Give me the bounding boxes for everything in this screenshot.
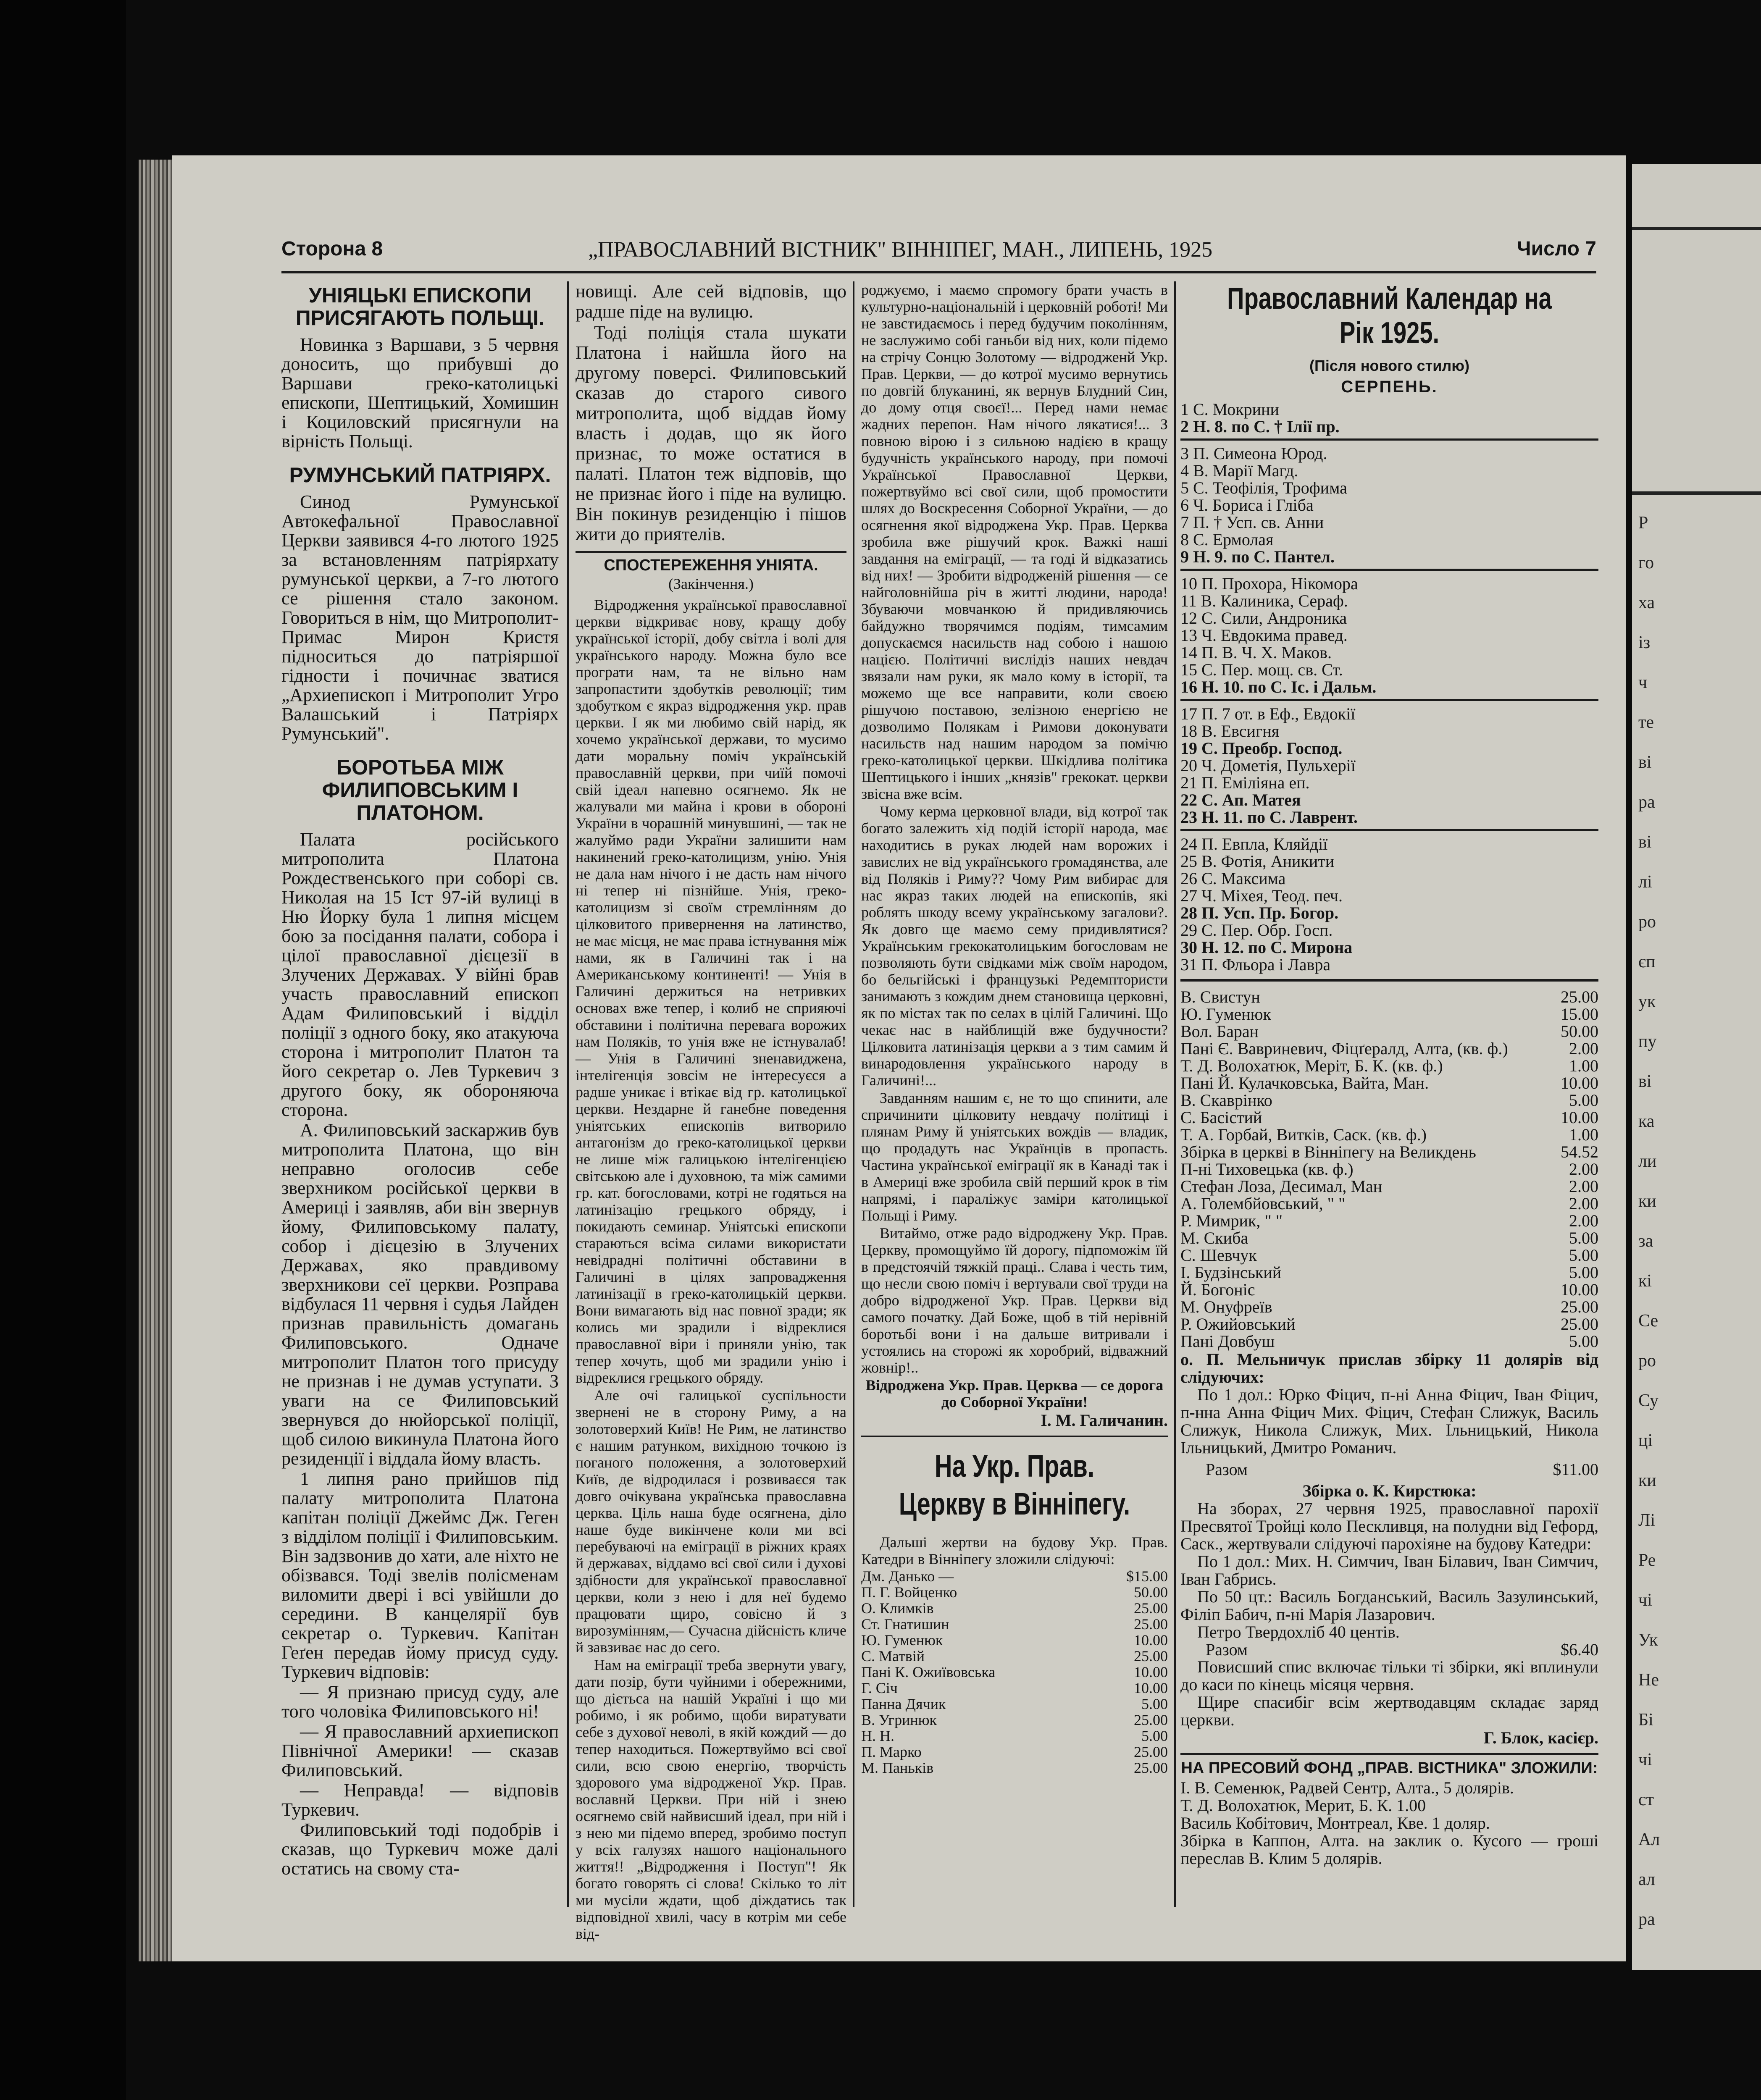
donor-name: Ст. Гнатишин: [861, 1616, 949, 1633]
article-paragraph: Витаймо, отже радо відроджену Укр. Прав. Церкву, промощуймо їй дорогу, підпоможім їй в предстоячій тяжкій праці.. Слава і честь тим, що несли свою поміч і вертували свої труди на добро відродженої Укр. Прав. Церкви від самого початку. Дай Боже, щоб в тій нерівній боротьбі вони і на дальше витривали і устоялись на сторожі як хоробрий, відважний жовнір!..: [861, 1225, 1168, 1376]
calendar-week-separator: [1180, 438, 1598, 441]
donor-name: М. Онуфреїв: [1180, 1297, 1272, 1316]
section-rule: [576, 551, 846, 553]
calendar-day: 6 Ч. Бориса і Гліба: [1180, 496, 1314, 514]
donor-list: [861, 1568, 1168, 1776]
total-amount: $11.00: [1553, 1460, 1598, 1479]
adjacent-page-rule: [1632, 227, 1761, 230]
donor-name: Н. Н.: [861, 1727, 894, 1744]
header-rule: [281, 271, 1596, 273]
donation-row: [1180, 1126, 1598, 1143]
issue-number: Число 7: [1517, 238, 1596, 260]
donation-row: [1180, 988, 1598, 1005]
calendar-day: 10 П. Прохора, Нікомора: [1180, 574, 1358, 593]
adjacent-page-fragment: ки: [1638, 1471, 1656, 1490]
adjacent-page-fragment: ві: [1638, 1072, 1652, 1091]
calendar-subtitle: (Після нового стилю): [1309, 357, 1470, 374]
donor-row: [861, 1568, 1168, 1584]
donation-amount: 1.00: [1569, 1056, 1598, 1075]
donor-name: О. Климків: [861, 1600, 934, 1617]
collection-paragraph: Петро Твердохліб 40 центів.: [1197, 1622, 1400, 1641]
collection-paragraph: По 1 дол.: Юрко Фіцич, п-ні Анна Фіцич, Іван Фіцич, п-нна Анна Фіцич Мих. Фіцич, Стефан Слижук, Василь Слижук, Никола Слижук, Мих. Ільницький, Никола Ільницький, Дмитро Романич.: [1180, 1385, 1598, 1457]
column-rule: [1174, 281, 1176, 1907]
adjacent-page-fragment: ро: [1638, 912, 1656, 932]
calendar-day: 4 В. Марії Магд.: [1180, 461, 1298, 480]
collection-total: [1180, 1461, 1598, 1478]
adjacent-page-fragment: те: [1638, 713, 1654, 732]
article-title: РУМУНСЬКИЙ ПАТРІЯРХ.: [289, 463, 551, 487]
calendar-day: 25 В. Фотія, Аникити: [1180, 852, 1335, 871]
calendar-day: 18 В. Евсигня: [1180, 722, 1280, 740]
donation-amount: 10.00: [1561, 1280, 1598, 1299]
calendar-day: 8 С. Ермолая: [1180, 530, 1274, 549]
donation-amount: 25.00: [1134, 1743, 1168, 1760]
donor-name: П. Марко: [861, 1743, 922, 1760]
adjacent-page-fragment: Р: [1638, 513, 1648, 533]
donation-row: [1180, 1023, 1598, 1040]
calendar-day: 27 Ч. Міхея, Теод. печ.: [1180, 886, 1343, 905]
calendar-day: 2 Н. 8. по С. † Ілії пр.: [1180, 417, 1340, 436]
donation-amount: 25.00: [1134, 1648, 1168, 1664]
column-1: [281, 281, 559, 1879]
total-amount: $6.40: [1561, 1640, 1598, 1659]
article-title: УНІЯЦЬКІ ЕПИСКОПИ ПРИСЯГАЮТЬ ПОЛЬЩІ.: [295, 284, 545, 330]
donation-list: [1180, 988, 1598, 1350]
donation-amount: 5.00: [1569, 1091, 1598, 1110]
article-slogan: Відроджена Укр. Прав. Церква — се дорога до Соборної України!: [865, 1377, 1164, 1410]
section-rule: [1180, 1753, 1598, 1755]
donor-name: Ю. Гуменюк: [1180, 1005, 1271, 1024]
donor-name: Пані К. Ожиївовська: [861, 1664, 996, 1680]
calendar-day: 31 П. Фльора і Лавра: [1180, 955, 1331, 974]
collection-paragraph: По 50 цт.: Василь Богданський, Василь Зазулинський, Філіп Бабич, п-ні Марія Лазарович.: [1180, 1587, 1598, 1624]
adjacent-page-fragment: пу: [1638, 1032, 1657, 1051]
adjacent-page-fragment: Ре: [1638, 1551, 1656, 1570]
article-paragraph: Чому керма церковної влади, від котрої так богато залежить хід подій історії народа, має находитись в руках людей нам ворожих і завислих не від українського громадянства, але від Поляків і Риму?? Чому Рим вибирає для нас якраз таких людей на епископів, які роблять шкоду всему українському загалови?. Як довго ще маємо сему придивлятися? Українським грекокатолицьким богословам не позволяють бути свідками між своїм народом, бо бельгійські і французькі Редемптористи занимають з кождим днем становища церковні, як по містах так по селах в цілій Галичині. Що чекає нас в найблищій вже будучности? Цілковита латинізація церкви а з тим самим й винародовлення українського народу в Галичині!...: [861, 803, 1168, 1089]
calendar-day: 26 С. Максима: [1180, 869, 1286, 888]
calendar-day: 15 С. Пер. мощ. св. Ст.: [1180, 660, 1343, 679]
column-4: [1180, 281, 1598, 1867]
donor-row: [861, 1648, 1168, 1664]
article-signature: І. М. Галичанин.: [1041, 1411, 1168, 1430]
article-paragraph: Новинка з Варшави, з 5 червня доносить, що прибувші до Варшави греко-католицькі епископи, Шептицький, Хомишин і Коциловский присягнули на вірність Польщі.: [281, 334, 559, 452]
donation-row: [1180, 1040, 1598, 1057]
calendar-day: 16 Н. 10. по С. Іс. і Дальм.: [1180, 677, 1377, 696]
fund-title: На Укр. Прав. Церкву в Вінніпегу.: [899, 1449, 1130, 1521]
donation-amount: 1.00: [1569, 1125, 1598, 1144]
newspaper-title: „ПРАВОСЛАВНИЙ ВІСТНИК" ВІННІПЕГ, МАН., ЛИПЕНЬ, 1925: [588, 238, 1213, 262]
adjacent-page-fragment: лі: [1638, 872, 1652, 892]
donation-amount: 25.00: [1561, 1315, 1598, 1334]
donation-amount: 25.00: [1134, 1600, 1168, 1617]
calendar-day: 30 Н. 12. по С. Мирона: [1180, 938, 1353, 957]
press-fund-list: [1180, 1779, 1598, 1867]
column-2: [576, 281, 846, 1943]
adjacent-page-fragment: ві: [1638, 753, 1652, 772]
article-title: БОРОТЬБА МІЖ ФИЛИПОВСЬКИМ І ПЛАТОНОМ.: [322, 756, 518, 824]
adjacent-page-rule: [1632, 491, 1761, 495]
donation-amount: 5.00: [1569, 1228, 1598, 1247]
adjacent-page-fragment: ка: [1638, 1112, 1655, 1131]
donor-name: Т. Д. Волохатюк, Меріт, Б. К. (кв. ф.): [1180, 1056, 1443, 1075]
donor-name: Ю. Гуменюк: [861, 1632, 943, 1648]
donor-name: С. Матвій: [861, 1648, 925, 1664]
donor-row: [861, 1680, 1168, 1696]
adjacent-page-fragment: ал: [1638, 1870, 1655, 1889]
adjacent-page-fragment: чі: [1638, 1750, 1652, 1769]
column-3: [861, 281, 1168, 1776]
article-paragraph: Але очі галицької суспільности звернені не в сторону Риму, а на золотоверхий Київ! Не Рим, не латинство є нашим ратунком, вихідною точкою із поганого положення, а золотоверхий Київ, де відродилася і розвиваєся так довго очікувана українська православна церква. Ціль наша буде осягнена, діло наше буде викінчене коли ми всі перебуваючі на еміграції в ріжних краях й державах, віддамо всі свої сили і духові здібности для української православної церкви, коли з нею і для неї будемо працювати щиро, совісно й з вирозумінням,— Сучасна дійсність кличе й завзиває нас до сего.: [576, 1387, 846, 1656]
collection-paragraph: На зборах, 27 червня 1925, православної парохії Пресвятої Тройці коло Пескливця, на полудни від Гефорд, Саск., жертвували слідуючі парохіяне на будову Катедри:: [1180, 1499, 1598, 1553]
collection-paragraph: Щире спасибіг всім жертводавцям складає заряд церкви.: [1180, 1693, 1598, 1729]
donor-name: Т. А. Горбай, Витків, Саск. (кв. ф.): [1180, 1125, 1427, 1144]
donation-amount: 10.00: [1134, 1664, 1168, 1680]
donation-amount: 50.00: [1134, 1584, 1168, 1601]
donation-amount: 5.00: [1569, 1263, 1598, 1282]
calendar-day: 12 С. Сили, Андроника: [1180, 609, 1347, 627]
calendar-week-separator: [1180, 699, 1598, 701]
article-subtitle: (Закінчення.): [668, 575, 754, 592]
calendar-day: 1 С. Мокрини: [1180, 400, 1279, 419]
newspaper-page: [172, 155, 1626, 1961]
article-paragraph: 1 липня рано прийшов під палату митрополита Платона капітан поліції Джеймс Дж. Геген з відділом поліції і Филиповським. Він задзвонив до хати, але ніхто не обізвався. Тоді звелів полісменам виломити двері і всі увійшли до середини. В канцелярії був секретар о. Туркевич. Капітан Геґен передав йому присуд суду. Туркевич відповів:: [281, 1468, 559, 1682]
adjacent-page-fragment: ха: [1638, 593, 1655, 612]
adjacent-page-fragment: ра: [1638, 793, 1655, 812]
donation-amount: 10.00: [1134, 1680, 1168, 1696]
donor-name: Вол. Баран: [1180, 1022, 1259, 1041]
donation-amount: 2.00: [1569, 1039, 1598, 1058]
calendar-week-separator: [1180, 569, 1598, 571]
section-rule: [1180, 979, 1598, 982]
calendar-day: 17 П. 7 от. в Еф., Евдокії: [1180, 704, 1356, 723]
donor-name: А. Голембйовський, " ": [1180, 1194, 1346, 1213]
adjacent-page-fragment: Се: [1638, 1311, 1658, 1331]
calendar-day: 5 С. Теофілія, Трофима: [1180, 478, 1347, 497]
article-paragraph: Відродження української православної церкви відкриває нову, кращу добу української історії, добу світла і волі для українського народу. Можна було все програти нам, та не вільно нам запропастити здобутків революції; тим здобутком є якраз відродження укр. прав церкви. І як ми любимо свій нарід, як хочемо української держави, то мусимо дати моральну поміч українській православній церкви, при чиїй помочі свій ідеал напевно осягнемо. Як не жалували ми майна і крови в обороні України в чорашній минувшині, — так не жалуймо ради України залишити нам накинений греко-католицизм, унію. Унія не дала нам нічого і не дасть нам нічого ні тепер ні пізнійше. Унія, греко-католицизм зі своїм стремлінням до цілковитого привернення на латинство, не має місця, не має права істнування між нами, як в Галичині так і на Американському континенті! — Унія в Галичині держиться на нетривких основах вже тепер, і колиб не сприяючі обставини і політична перевага ворожих нам Поляків, то унія вже не істнувалаб! — Унія в Галичині зненавиджена, інтелігенція зовсім не інтересуєся а радше уникає і втікає від гр. католицької церкви. Нездарне й ганебне поведення уніятських епископів витворило антагонізм до греко-католицької церкви не лише між галицькою інтелігенцією світською але і духовною, та між самими гр. кат. богословами, котрі не годяться на латинізацію грецького обряду, і покидають семинар. Уніятські епископи стараються всіма силами використати невідрадні політичні обставини в Галичині в цілях запровадження латинізації в греко-католицькій церкви. Вони вимагають від нас повної зради; як колись ми зрадили і відреклися православної віри і приняли унію, так тепер хочуть, щоб ми зрадили унію і відреклися грецького обряду.: [576, 596, 846, 1386]
calendar-day: 24 П. Евпла, Кляйдії: [1180, 835, 1328, 853]
article-paragraph: Синод Румунської Автокефальної Православної Церкви заявився 4-го лютого 1925 за встановленням патріярхату румунської церкви, а 7-го лютого се рішення стало законом. Говориться в нім, що Митрополит-Примас Мирон Кристя підноситься до патріяршої гідности і почичнає зватися „Архиепископ і Митрополит Угро Валашський і Патріярх Румунський".: [281, 491, 559, 744]
adjacent-page-fragment: Не: [1638, 1670, 1659, 1690]
donation-amount: 25.00: [1561, 987, 1598, 1006]
donation-row: [1180, 1229, 1598, 1247]
calendar-day: 21 П. Еміліяна еп.: [1180, 773, 1310, 792]
donor-row: [861, 1760, 1168, 1776]
donor-row: [861, 1696, 1168, 1712]
donation-row: [1180, 1298, 1598, 1315]
donor-name: Пані Є. Вавриневич, Фіцґералд, Алта, (кв. ф.): [1180, 1039, 1508, 1058]
donation-amount: 5.00: [1141, 1727, 1168, 1744]
adjacent-page-fragment: ві: [1638, 832, 1652, 852]
donor-name: С. Шевчук: [1180, 1246, 1257, 1265]
donation-row: [1180, 1264, 1598, 1281]
donation-amount: 2.00: [1569, 1211, 1598, 1230]
calendar-day: 22 С. Ап. Матея: [1180, 790, 1301, 809]
donor-row: [861, 1584, 1168, 1600]
press-fund-title: НА ПРЕСОВИЙ ФОНД „ПРАВ. ВІСТНИКА" ЗЛОЖИЛИ:: [1181, 1759, 1598, 1777]
adjacent-page-fragment: ли: [1638, 1152, 1657, 1171]
calendar-day: 23 Н. 11. по С. Лаврент.: [1180, 808, 1358, 827]
collection-text: [1180, 1658, 1598, 1729]
section-rule: [861, 1436, 1168, 1437]
donor-row: [861, 1600, 1168, 1616]
press-fund-entry: Т. Д. Волохатюк, Мерит, Б. К. 1.00: [1180, 1796, 1426, 1815]
donor-name: П. Г. Войценко: [861, 1584, 957, 1601]
donation-amount: 25.00: [1134, 1759, 1168, 1776]
donation-row: [1180, 1212, 1598, 1229]
calendar-day: 3 П. Симеона Юрод.: [1180, 444, 1327, 463]
calendar-week-separator: [1180, 829, 1598, 831]
donation-amount: 50.00: [1561, 1022, 1598, 1041]
collection-paragraph: По 1 дол.: Мих. Н. Симчич, Іван Білавич, Іван Симчич, Іван Габрись.: [1180, 1552, 1598, 1588]
donor-name: П-ні Тиховецька (кв. ф.): [1180, 1160, 1354, 1179]
adjacent-page-fragment: ці: [1638, 1431, 1653, 1450]
donor-name: В. Скаврінко: [1180, 1091, 1272, 1110]
calendar-day: 29 С. Пер. Обр. Госп.: [1180, 921, 1333, 940]
donation-amount: 5.00: [1569, 1332, 1598, 1351]
collection-heading: о. П. Мельничук прислав збірку 11 долярів від слідуючих:: [1180, 1350, 1598, 1386]
donor-name: В. Свистун: [1180, 987, 1260, 1006]
donation-row: [1180, 1281, 1598, 1298]
press-fund-entry: І. В. Семенюк, Радвей Сентр, Алта., 5 долярів.: [1180, 1778, 1514, 1797]
adjacent-page-fragment: Ук: [1638, 1630, 1658, 1650]
donation-amount: 2.00: [1569, 1160, 1598, 1179]
donor-name: Р. Ожийовський: [1180, 1315, 1296, 1334]
donation-amount: 5.00: [1569, 1246, 1598, 1265]
donor-name: Пані Й. Кулачковська, Вайта, Ман.: [1180, 1074, 1429, 1092]
adjacent-page-fragment: кі: [1638, 1271, 1652, 1291]
column-rule: [567, 281, 569, 1907]
donation-amount: $15.00: [1126, 1568, 1168, 1585]
donor-name: Р. Мимрик, " ": [1180, 1211, 1283, 1230]
calendar-day: 9 Н. 9. по С. Пантел.: [1180, 547, 1335, 566]
article-paragraph: Филиповський тоді подобрів і сказав, що Туркевич може далі остатись на свому ста-: [281, 1819, 559, 1879]
donor-name: Г. Січ: [861, 1680, 898, 1696]
donor-name: Стефан Лоза, Десимал, Ман: [1180, 1177, 1383, 1196]
press-fund-entry: Збірка в Каппон, Алта. на заклик о. Кусого — гроші переслав В. Клим 5 долярів.: [1180, 1831, 1598, 1868]
adjacent-page-fragment: із: [1638, 633, 1651, 652]
collection-text: [1180, 1386, 1598, 1457]
donation-amount: 25.00: [1134, 1616, 1168, 1633]
donor-name: М. Скиба: [1180, 1228, 1248, 1247]
collection-total: [1180, 1641, 1598, 1658]
adjacent-page-fragment: єп: [1638, 952, 1656, 971]
article-title: СПОСТЕРЕЖЕННЯ УНІЯТА.: [604, 556, 818, 574]
adjacent-page-fragment: ро: [1638, 1351, 1656, 1370]
adjacent-page-fragment: Су: [1638, 1391, 1658, 1410]
donation-row: [1180, 1315, 1598, 1333]
column-rule: [853, 281, 854, 1907]
donation-amount: 10.00: [1134, 1632, 1168, 1648]
collection-text: [1180, 1500, 1598, 1641]
adjacent-page-fragment: Бі: [1638, 1710, 1653, 1730]
article-paragraph: Тоді поліція стала шукати Платона і найшла його на другому поверсі. Филиповський сказав до старого сивого митрополита, щоб віддав йому власть і додав, що як його признає, то може остатися в палаті. Платон теж відповів, що не признає його і піде на вулицю. Він покинув резиденцію і пішов жити до приятелів.: [576, 322, 846, 544]
donation-amount: 5.00: [1141, 1696, 1168, 1712]
adjacent-page-fragment: ук: [1638, 992, 1656, 1011]
article-paragraph: Завданням нашим є, не то що спинити, але спричинити цілковиту невдачу політиці і плянам Риму й уніятських вождів — владик, що продадуть нас Українців в пропасть. Частина української еміграції як в Канаді так і в Америці вже зробила свій перший крок в тім напрямі, і параліжує заміри католицької Польщі і Риму.: [861, 1089, 1168, 1224]
donor-row: [861, 1632, 1168, 1648]
adjacent-page-fragment: чі: [1638, 1591, 1652, 1610]
calendar-day: 13 Ч. Евдокима правед.: [1180, 626, 1348, 645]
donation-row: [1180, 1092, 1598, 1109]
donor-row: [861, 1712, 1168, 1728]
calendar-list: [1180, 401, 1598, 973]
calendar-day: 19 С. Преобр. Госпoд.: [1180, 739, 1343, 758]
donor-name: М. Паньків: [861, 1759, 934, 1776]
article-paragraph: Палата російського митрополита Платона Рождественського при соборі св. Николая на 15 Іст 97-ій вулиці в Ню Йорку була 1 липня місцем бою за посідання палати, собора і цілої православної дієцезії в Злучених Державах. У війні брав участь православний епископ Адам Филиповський і відділ поліції з одного боку, яко атакуюча сторона і митрополит Платон та його секретар о. Лев Туркевич з другого боку, як обороняюча сторона.: [281, 829, 559, 1120]
page-header: [281, 237, 1596, 267]
collection-paragraph: Повисший спис включає тільки ті збірки, які вплинули до каси по кінець місяця червня.: [1180, 1657, 1598, 1694]
article-paragraph: — Я православний архиепископ Північної Америки! — сказав Филиповський.: [281, 1721, 559, 1780]
donation-row: [1180, 1160, 1598, 1178]
donor-row: [861, 1744, 1168, 1760]
donation-row: [1180, 1143, 1598, 1160]
adjacent-page-fragment: ч: [1638, 673, 1648, 692]
donor-name: В. Угринюк: [861, 1712, 937, 1728]
adjacent-page-fragment: го: [1638, 553, 1654, 572]
donation-row: [1180, 1074, 1598, 1092]
donor-name: Дм. Данько —: [861, 1568, 954, 1585]
donation-row: [1180, 1247, 1598, 1264]
donor-row: [861, 1664, 1168, 1680]
press-fund-entry: Василь Кобітович, Монтреал, Кве. 1 доляр.: [1180, 1814, 1490, 1832]
collection-signature: Г. Блок, касієр.: [1483, 1728, 1598, 1747]
collection-heading: Збірка о. К. Кирстюка:: [1302, 1481, 1477, 1500]
book-spine-shadow: [0, 0, 126, 2100]
donor-name: Збірка в церкві в Вінніпегу на Великдень: [1180, 1142, 1476, 1161]
donor-name: С. Басістий: [1180, 1108, 1262, 1127]
donor-row: [861, 1616, 1168, 1632]
adjacent-page-fragment: ки: [1638, 1192, 1656, 1211]
donation-row: [1180, 1109, 1598, 1126]
adjacent-page-fragment: Лі: [1638, 1511, 1656, 1530]
calendar-day: 14 П. В. Ч. Х. Маков.: [1180, 643, 1332, 662]
donation-amount: 25.00: [1134, 1712, 1168, 1728]
total-label: Разом: [1206, 1460, 1248, 1479]
adjacent-page-fragment: ст: [1638, 1790, 1654, 1809]
article-paragraph: роджуємо, і маємо спромогу брати участь в культурно-національній і церковній роботі! Ми не завстидаємось і перед будучим поколінням, не заслужимо собі ганьби від них, коли підемо на стрічу Сонцю Золотому — відродженй Укр. Прав. Церкви, — до котрої мусимо вернутись по довгій блуканині, як вернув Блудний Син, до дому отця своєї!... Перед нами немає жадних перепон. Нам нічого лякатися!... З повною вірою і з сильною надією в кращу будучність українського народу, при помочі Української Православної Церкви, пожертвуймо всі свої сили, щоб промостити шлях до Воскресення Соборної України, — до осягнення якої відроджена Укр. Прав. Церква зробила вже рішучий крок. Важкі наші завдання на еміграції, — та годі й відказатись від них! — Зробити відродженій рішення — се найголовнійша річ в житті людини, народа! Збуваючи мовчанкою й придивляючись байдужно творячимся подіям, тимсамим допускаємся насильств над собою і нашою нацією. Політичні вислідіз наших невдач звязали нам руки, як мало кому в історії, та можемо ще все направити, коли своєю рішучою поставою, зелізною енергією не дозволимо Полякам і Римови доконувати насильств над нашим народом за помічю греко-католицької церкви. Шкідлива політика Шептицького і інших „князів" грекокат. церкви звісна вже всім.: [861, 281, 1168, 802]
donor-row: [861, 1728, 1168, 1744]
page-number: Сторона 8: [281, 238, 383, 260]
article-paragraph: — Неправда! — відповів Туркевич.: [281, 1780, 559, 1820]
donation-amount: 54.52: [1561, 1142, 1598, 1161]
fund-intro: Дальші жертви на будову Укр. Прав. Катедри в Вінніпегу зложили слідуючі:: [861, 1534, 1168, 1567]
donor-name: Панна Дячик: [861, 1696, 946, 1712]
donation-amount: 25.00: [1561, 1297, 1598, 1316]
donation-amount: 10.00: [1561, 1074, 1598, 1092]
calendar-day: 11 В. Калиника, Сераф.: [1180, 591, 1348, 610]
donor-name: І. Будзінський: [1180, 1263, 1282, 1282]
donation-row: [1180, 1195, 1598, 1212]
calendar-day: 7 П. † Усп. св. Анни: [1180, 513, 1324, 532]
donation-row: [1180, 1005, 1598, 1023]
donation-amount: 10.00: [1561, 1108, 1598, 1127]
donation-amount: 15.00: [1561, 1005, 1598, 1024]
donor-name: Й. Богоніс: [1180, 1280, 1255, 1299]
article-paragraph: А. Филиповський заскаржив був митрополита Платона, що він неправно оголосив себе зверхником російської церкви в Америці і заявляв, аби він звернув йому, Филиповському палату, собор і дієцезію в Злучених Державах, яко правдивому зверхникови сеї церкви. Розправа відбулася 11 червня і судья Лайден признав правильність домагань Филиповського. Одначе митрополит Платон того присуду не признав і не думав уступати. З уваги на се Филиповський звернувся до нюйорської поліції, щоб силою викинула Платона його резиденції і віддала йому власть.: [281, 1120, 559, 1469]
article-paragraph: — Я признаю присуд суду, але того чоловіка Филиповського ні!: [281, 1682, 559, 1722]
calendar-day: 20 Ч. Дометія, Пульхерії: [1180, 756, 1356, 775]
calendar-month: СЕРПЕНЬ.: [1341, 378, 1438, 396]
donation-amount: 2.00: [1569, 1194, 1598, 1213]
adjacent-page-fragment: Ал: [1638, 1830, 1660, 1849]
donation-row: [1180, 1057, 1598, 1074]
adjacent-page-fragment: за: [1638, 1231, 1653, 1251]
article-paragraph: Нам на еміграції треба звернути увагу, дати позір, бути чуйними і обережними, що дієтьса на нашій Україні і що ми робимо, і як робимо, щоби виратувати себе з духової неволі, в якій кождий — до тепер находиться. Пожертвуймо всі свої сили, всю свою енергію, творчість здорового ума відродженої Укр. Прав. вославнй Церкви. При ній і знею осягнемо свій найвисший ідеал, при ній і з нею ми підемо вперед, зробимо поступ у всіх галузях нашого національного життя!! „Відродження і Поступ"! Як богато говорять сі слова! Скілько то літ ми мусіли ждати, щоб діждатись так відповідної хвилі, часу в котрім ми себе від-: [576, 1656, 846, 1942]
total-label: Разом: [1206, 1640, 1248, 1659]
donation-row: [1180, 1333, 1598, 1350]
article-paragraph: новищі. Але сей відповів, що радше піде на вулицю.: [576, 281, 846, 322]
donation-row: [1180, 1178, 1598, 1195]
adjacent-page: [1632, 164, 1761, 1970]
adjacent-page-fragment: ра: [1638, 1910, 1655, 1929]
donor-name: Пані Довбуш: [1180, 1332, 1275, 1351]
calendar-day: 28 П. Усп. Пр. Богор.: [1180, 903, 1339, 922]
calendar-title: Православний Календар на Рік 1925.: [1227, 282, 1552, 350]
donation-amount: 2.00: [1569, 1177, 1598, 1196]
